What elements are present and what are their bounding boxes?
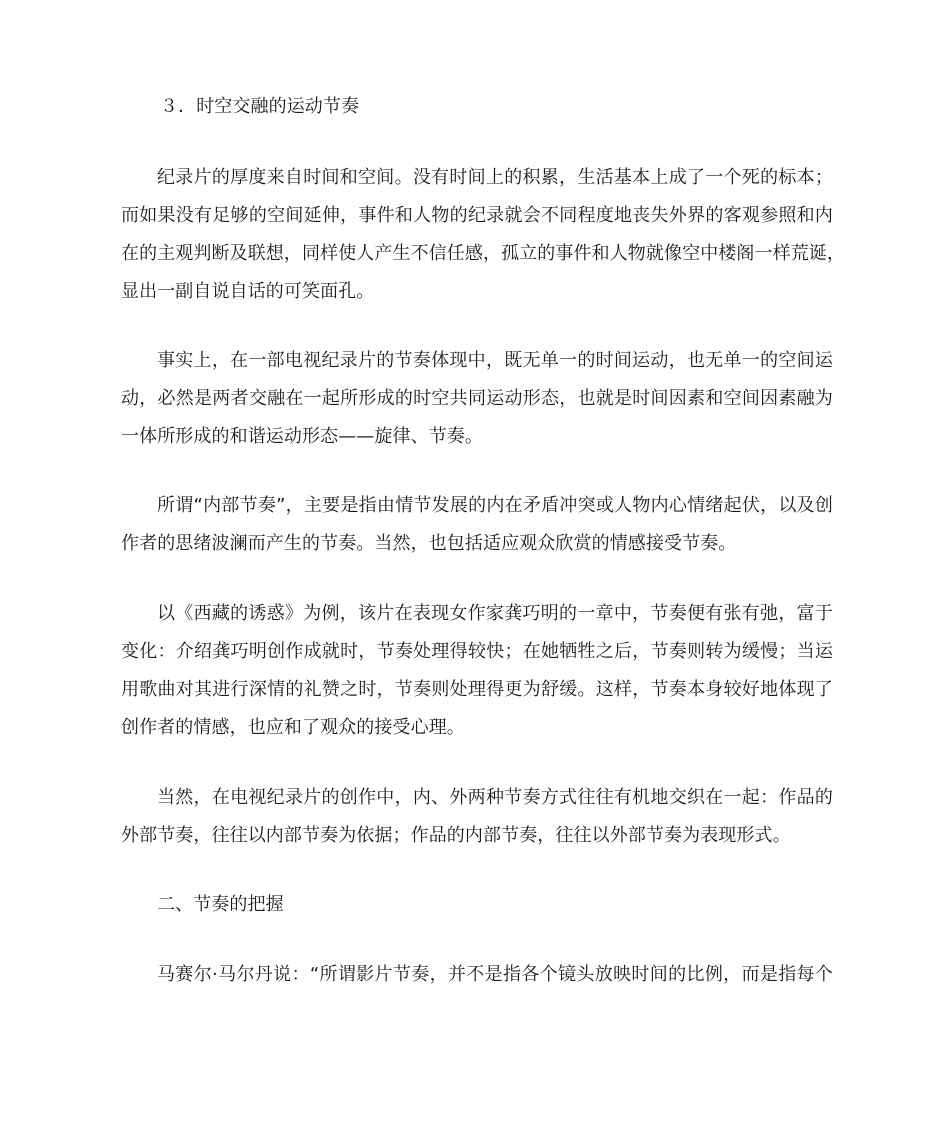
paragraph-3-line-2: 作者的思绪波澜而产生的节奏。当然，也包括适应观众欣赏的情感接受节奏。 [121,533,737,554]
paragraph-1-line-1: 纪录片的厚度来自时间和空间。没有时间上的积累，生活基本上成了一个死的标本； [157,167,833,188]
paragraph-6-line-1: 马赛尔·马尔丹说：“所谓影片节奏，并不是指各个镜头放映时间的比例，而是指每个 [157,964,833,985]
paragraph-2-line-1: 事实上，在一部电视纪录片的节奏体现中，既无单一的时间运动，也无单一的空间运 [157,350,833,371]
paragraph-4-line-2: 变化：介绍龚巧明创作成就时，节奏处理得较快；在她牺牲之后，节奏则转为缓慢；当运 [121,641,833,662]
paragraph-5-line-2: 外部节奏，往往以内部节奏为依据；作品的内部节奏，往往以外部节奏为表现形式。 [121,825,791,846]
paragraph-2-line-3: 一体所形成的和谐运动形态——旋律、节奏。 [121,426,483,447]
paragraph-1-line-4: 显出一副自说自话的可笑面孔。 [121,281,375,302]
paragraph-1-line-3: 在的主观判断及联想，同样使人产生不信任感，孤立的事件和人物就像空中楼阁一样荒诞， [121,243,845,264]
paragraph-5-line-1: 当然，在电视纪录片的创作中，内、外两种节奏方式往往有机地交织在一起：作品的 [157,787,833,808]
paragraph-4-line-4: 创作者的情感，也应和了观众的接受心理。 [121,717,465,738]
section-heading-2: 二、节奏的把握 [157,894,284,915]
paragraph-4-line-1: 以《西藏的诱惑》为例，该片在表现女作家龚巧明的一章中，节奏便有张有弛，富于 [157,603,833,624]
paragraph-1-line-2: 而如果没有足够的空间延伸，事件和人物的纪录就会不同程度地丧失外界的客观参照和内 [121,205,833,226]
paragraph-4-line-3: 用歌曲对其进行深情的礼赞之时，节奏则处理得更为舒缓。这样，节奏本身较好地体现了 [121,679,833,700]
paragraph-3-line-1: 所谓“内部节奏”，主要是指由情节发展的内在矛盾冲突或人物内心情绪起伏，以及创 [157,495,833,516]
section-heading-3: ３．时空交融的运动节奏 [160,96,360,117]
paragraph-2-line-2: 动，必然是两者交融在一起所形成的时空共同运动形态，也就是时间因素和空间因素融为 [121,388,833,409]
